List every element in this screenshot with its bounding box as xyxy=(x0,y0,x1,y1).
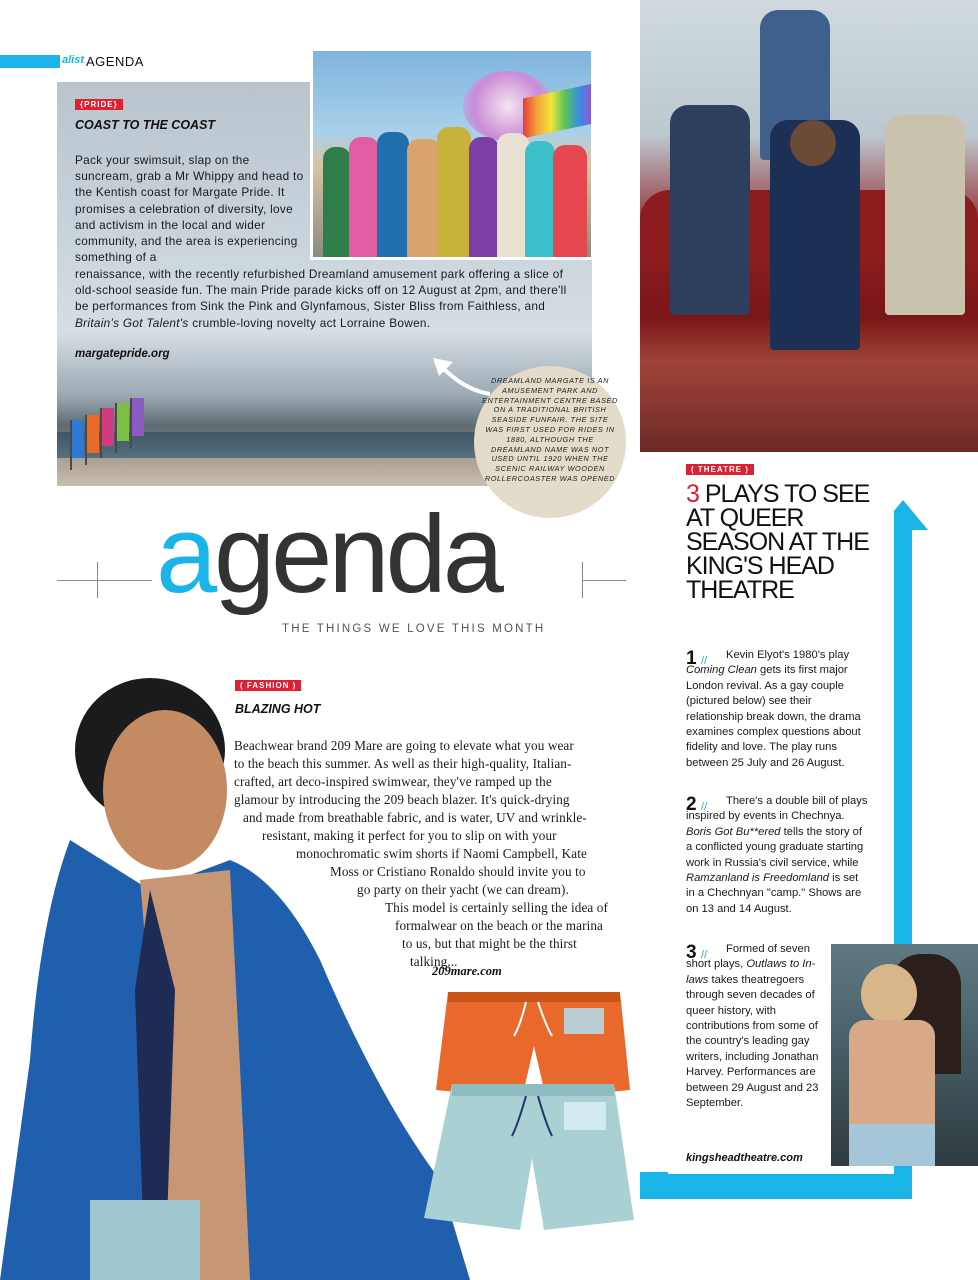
flag-pink xyxy=(102,408,114,446)
pride-url-link[interactable]: margatepride.org xyxy=(75,348,170,360)
item-text: Formed of seven short plays, xyxy=(686,943,810,971)
item-number: 3 xyxy=(686,942,697,963)
agenda-subtitle: THE THINGS WE LOVE THIS MONTH xyxy=(282,623,546,635)
person xyxy=(377,132,409,257)
flag-green xyxy=(117,403,129,441)
fashion-body-line: go party on their yacht (we can dream). xyxy=(357,882,569,897)
person xyxy=(525,141,555,257)
item-body xyxy=(686,648,866,771)
item-italic: Ramzanland is Freedomland xyxy=(686,872,830,885)
fashion-body-line: talking... xyxy=(410,954,458,969)
item-slash: // xyxy=(701,801,708,813)
actor-shorts xyxy=(849,1124,935,1166)
actor-head xyxy=(861,964,917,1024)
fashion-body-line: resistant, making it perfect for you to slip on with your xyxy=(262,828,557,843)
item-body xyxy=(686,942,822,1111)
fashion-headline: BLAZING HOT xyxy=(235,702,321,716)
item-italic: Coming Clean xyxy=(686,664,757,677)
item-italic: Boris Got Bu**ered xyxy=(686,825,781,838)
pride-body-text: renaissance, with the recently refurbished Dreamland amusement park offering a slice of old-school seaside fun. The main Pride parade kicks off on 12 August at 2pm, and there'll be performances from Sink the Pink and Glynfamous, Sister Bliss from Faithless, and xyxy=(75,267,567,314)
fashion-body-line: crafted, art deco-inspired swimwear, they've ramped up the xyxy=(234,774,552,789)
fashion-body-line: monochromatic swim shorts if Naomi Campbell, Kate xyxy=(296,846,587,861)
flag-blue xyxy=(72,420,84,458)
flag-purple xyxy=(132,398,144,436)
item-text: There's a double bill of plays inspired by events in Chechnya. xyxy=(686,795,868,823)
pride-group-photo xyxy=(310,48,594,260)
fashion-body-line: formalwear on the beach or the marina xyxy=(395,918,604,933)
seated-man xyxy=(885,115,965,315)
item-body xyxy=(686,794,868,917)
item-number-row xyxy=(686,648,707,670)
head xyxy=(790,120,836,166)
fashion-body-line: This model is certainly selling the idea of xyxy=(385,900,608,915)
pride-body-part2 xyxy=(75,266,580,331)
fashion-body-line: to us, but that might be the thirst xyxy=(402,936,577,951)
logo-rule-left-tick xyxy=(97,562,98,598)
item-text: gets its first major London revival. As a gay couple (pictured below) see their relationship break down, the drama examines complex questions about fidelity and love. The play runs between 25 July and 26 August. xyxy=(686,664,861,769)
fashion-body-line: glamour by introducing the 209 beach blazer. It's quick-drying xyxy=(234,792,570,807)
person xyxy=(553,145,587,257)
person xyxy=(437,127,471,257)
item-text: Kevin Elyot's 1980's play xyxy=(726,649,850,661)
theatre-cast-photo xyxy=(640,0,978,452)
theatre-item-2 xyxy=(686,794,868,917)
person xyxy=(323,147,351,257)
pride-body-text: crumble-loving novelty act Lorraine Bowen. xyxy=(188,315,431,330)
seated-man xyxy=(670,105,750,315)
item-slash: // xyxy=(701,655,708,667)
agenda-logo-word: genda xyxy=(214,493,500,616)
brand-logo: alist xyxy=(62,54,85,66)
coming-clean-photo xyxy=(828,944,978,1166)
person xyxy=(407,139,441,257)
dreamland-callout-text: DREAMLAND MARGATE IS AN AMUSEMENT PARK AND ENTERTAINMENT CENTRE BASED ON A TRADITIONAL BRITISH SEASIDE FUNFAIR. THE SITE WAS FIRST USED FOR RIDES IN 1880, ALTHOUGH THE DREAMLAND NAME WAS NOT USED UNTIL 1920 WHEN THE SCENIC RAILWAY WOODEN ROLLERCOASTER WAS OPENED xyxy=(482,376,618,483)
fashion-body-line: to the beach this summer. As well as their high-quality, Italian- xyxy=(234,756,572,771)
item-italic: Outlaws to In-laws xyxy=(686,958,816,986)
fashion-body-line: Moss or Cristiano Ronaldo should invite you to xyxy=(330,864,586,879)
agenda-logo-accent: a xyxy=(156,493,215,616)
theatre-item-1 xyxy=(686,648,866,771)
item-number-row xyxy=(686,942,707,964)
fashion-body-line: Beachwear brand 209 Mare are going to elevate what you wear xyxy=(234,738,574,753)
item-slash: // xyxy=(701,949,708,961)
item-number: 1 xyxy=(686,648,697,669)
item-number: 2 xyxy=(686,794,697,815)
logo-rule-left xyxy=(57,580,152,581)
blue-swim-shorts xyxy=(422,1080,634,1230)
fashion-body-line: and made from breathable fabric, and is water, UV and wrinkle- xyxy=(243,810,587,825)
theatre-title-number: 3 xyxy=(686,480,699,508)
person xyxy=(469,137,499,257)
theatre-title-text: PLAYS TO SEE AT QUEER SEASON AT THE KING'S HEAD THEATRE xyxy=(686,480,870,604)
person xyxy=(349,137,379,257)
theatre-title xyxy=(686,482,886,602)
item-text: takes theatregoers through seven decades of queer history, with contributions from some of the country's leading gay writers, including Jonathan Harvey. Performances are between 29 August and 23 September. xyxy=(686,973,819,1110)
flag-orange xyxy=(87,415,99,453)
pride-tag: {PRIDE} xyxy=(75,99,123,110)
arrow-base xyxy=(640,1172,912,1199)
theatre-url-link[interactable]: kingsheadtheatre.com xyxy=(686,1152,803,1164)
theatre-tag: ( THEATRE ) xyxy=(686,464,754,475)
fashion-url-link[interactable]: 209mare.com xyxy=(432,964,502,978)
item-text: is set in a Chechnyan "camp." Shows are on 13 and 14 August. xyxy=(686,872,862,915)
section-title: AGENDA xyxy=(86,54,144,69)
logo-rule-right-tick xyxy=(582,562,583,598)
logo-rule-right xyxy=(582,580,626,581)
pride-headline: COAST TO THE COAST xyxy=(75,118,216,132)
item-text: tells the story of a conflicted young graduate starting work in Russia's civil service, while xyxy=(686,825,864,869)
fashion-tag: ( FASHION ) xyxy=(235,680,301,691)
item-number-row xyxy=(686,794,707,816)
pride-body-part1: Pack your swimsuit, slap on the suncream, grab a Mr Whippy and head to the Kentish coast for Margate Pride. It promises a celebration of diversity, love and activism in the local and wider community, and the area is experiencing something of a xyxy=(75,153,304,265)
theatre-item-3 xyxy=(686,942,822,1111)
header-accent-bar xyxy=(0,55,60,68)
pride-body-italic: Britain's Got Talent's xyxy=(75,315,189,330)
